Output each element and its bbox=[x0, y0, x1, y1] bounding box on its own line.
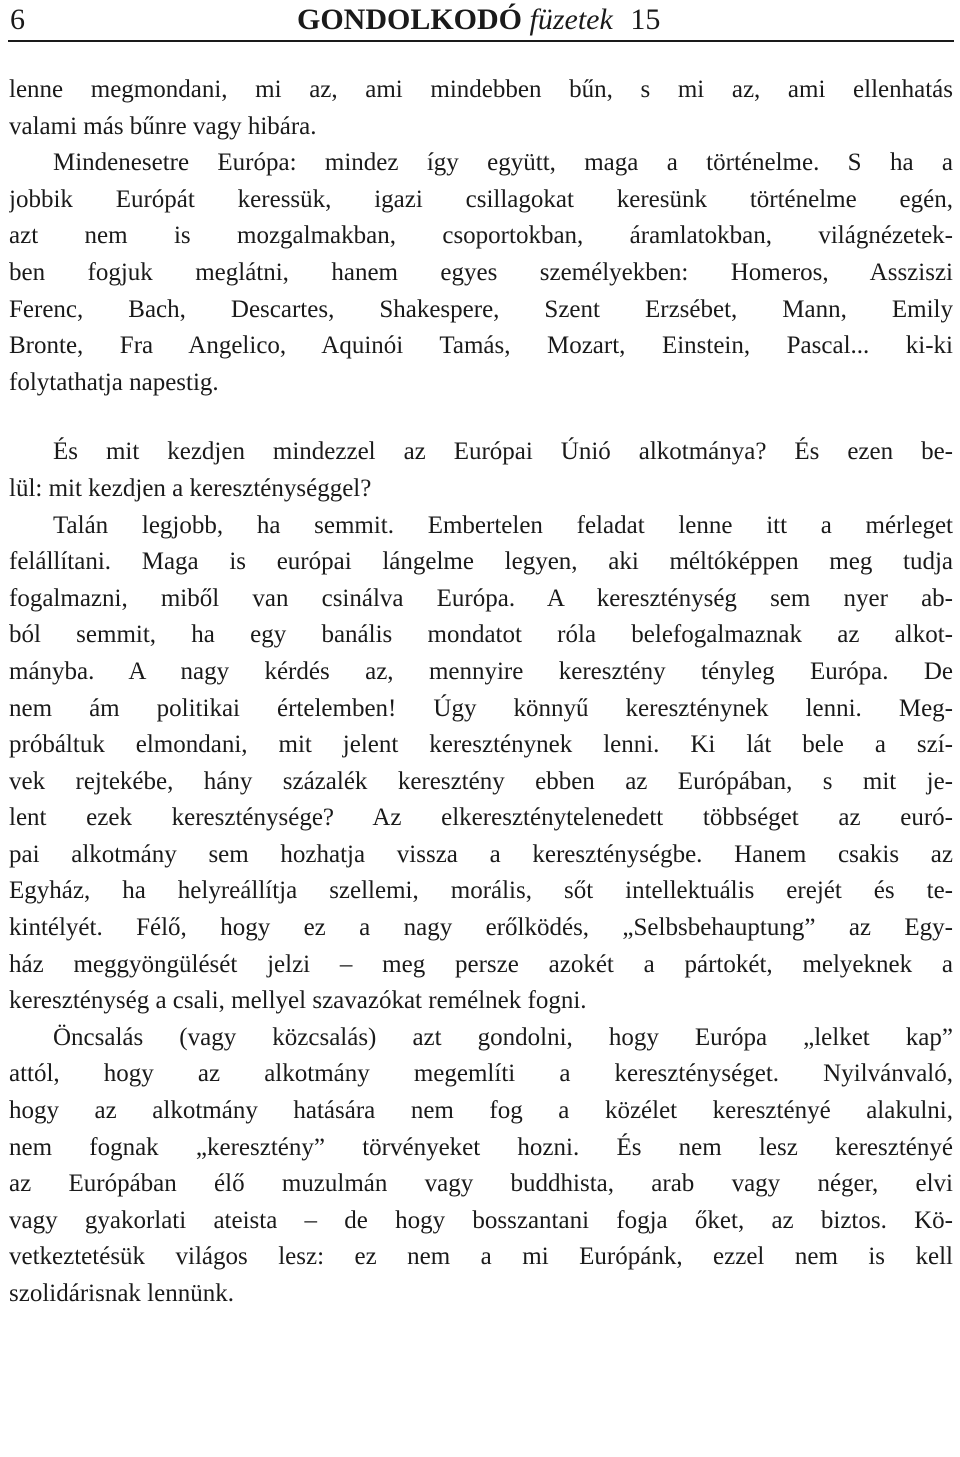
page-number: 6 bbox=[10, 3, 25, 36]
text-line: vek rejtekébe, hány százalék keresztény ebben az Európában, s mit je- bbox=[9, 767, 953, 795]
text-line: azt nem is mozgalmakban, csoportokban, áramlatokban, világnézetek- bbox=[9, 222, 953, 250]
text-line: kintélyét. Félő, hogy ez a nagy erőlködés, „Selbsbehauptung” az Egy- bbox=[9, 914, 953, 942]
paragraph bbox=[9, 145, 953, 401]
text-line: próbáltuk elmondani, mit jelent kereszténynek lenni. Ki lát bele a szí- bbox=[9, 731, 953, 759]
text-line: És mit kezdjen mindezzel az Európai Únió alkotmánya? És ezen be- bbox=[53, 438, 953, 466]
text-line: szolidárisnak lennünk. bbox=[9, 1280, 234, 1307]
running-header bbox=[8, 0, 954, 42]
body-text bbox=[9, 72, 953, 1313]
text-line: jobbik Európát keressük, igazi csillagokat keresünk történelme egén, bbox=[9, 185, 953, 213]
text-line: mányba. A nagy kérdés az, mennyire keresztény tényleg Európa. De bbox=[9, 657, 953, 685]
text-line: kereszténység a csali, mellyel szavazókat remélnek fogni. bbox=[9, 987, 587, 1015]
text-line: fogalmazni, miből van csinálva Európa. A kereszténység sem nyer ab- bbox=[9, 584, 953, 612]
series-subtitle: füzetek bbox=[529, 3, 613, 36]
paragraph-continuation bbox=[9, 72, 953, 145]
text-line: nem fognak „keresztény” törvényeket hozni. És nem lesz keresztényé bbox=[9, 1133, 953, 1161]
running-title bbox=[297, 1, 660, 39]
text-line: Öncsalás (vagy közcsalás) azt gondolni, hogy Európa „lelket kap” bbox=[53, 1023, 953, 1051]
section-gap bbox=[9, 401, 953, 434]
text-line: ból semmit, ha egy banális mondatot róla belefogalmaznak az alkot- bbox=[9, 621, 953, 649]
paragraph bbox=[9, 508, 953, 1020]
text-line: valami más bűnre vagy hibára. bbox=[9, 112, 317, 140]
issue-number: 15 bbox=[630, 3, 661, 36]
paragraph bbox=[9, 1020, 953, 1313]
text-line: Mindenesetre Európa: mindez így együtt, maga a történelme. S ha a bbox=[53, 149, 953, 177]
text-line: attól, hogy az alkotmány megemlíti a kereszténységet. Nyilvánvaló, bbox=[9, 1060, 953, 1088]
text-line: pai alkotmány sem hozhatja vissza a kereszténységbe. Hanem csakis az bbox=[9, 840, 953, 868]
text-line: Talán legjobb, ha semmit. Embertelen feladat lenne itt a mérleget bbox=[53, 511, 953, 539]
paragraph bbox=[9, 434, 953, 507]
text-line: hogy az alkotmány hatására nem fog a közélet keresztényé alakulni, bbox=[9, 1097, 953, 1125]
text-line: lenne megmondani, mi az, ami mindebben bűn, s mi az, ami ellenhatás bbox=[9, 76, 953, 103]
text-line: Bronte, Fra Angelico, Aquinói Tamás, Mozart, Einstein, Pascal... ki-ki bbox=[9, 332, 953, 360]
text-line: ben fogjuk meglátni, hanem egyes személyekben: Homeros, Assziszi bbox=[9, 258, 953, 286]
text-line: lent ezek kereszténysége? Az elkereszténytelenedett többséget az euró- bbox=[9, 804, 953, 832]
text-line: az Európában élő muzulmán vagy buddhista, arab vagy néger, elvi bbox=[9, 1170, 953, 1198]
text-line: ház meggyöngülését jelzi – meg persze azokét a pártokét, melyeknek a bbox=[9, 950, 953, 978]
text-line: vagy gyakorlati ateista – de hogy bosszantani fogja őket, az biztos. Kö- bbox=[9, 1206, 953, 1234]
text-line: felállítani. Maga is európai lángelme legyen, aki méltóképpen meg tudja bbox=[9, 548, 953, 576]
text-line: Ferenc, Bach, Descartes, Shakespere, Szent Erzsébet, Mann, Emily bbox=[9, 295, 953, 323]
series-title: GONDOLKODÓ bbox=[297, 3, 523, 36]
text-line: nem ám politikai értelemben! Úgy könnyű kereszténynek lenni. Meg- bbox=[9, 694, 953, 722]
text-line: Egyház, ha helyreállítja szellemi, morális, sőt intellektuális erejét és te- bbox=[9, 877, 953, 905]
text-line: lül: mit kezdjen a kereszténységgel? bbox=[9, 474, 372, 502]
text-line: folytathatja napestig. bbox=[9, 368, 219, 396]
text-line: vetkeztetésük világos lesz: ez nem a mi Európánk, ezzel nem is kell bbox=[9, 1243, 953, 1271]
